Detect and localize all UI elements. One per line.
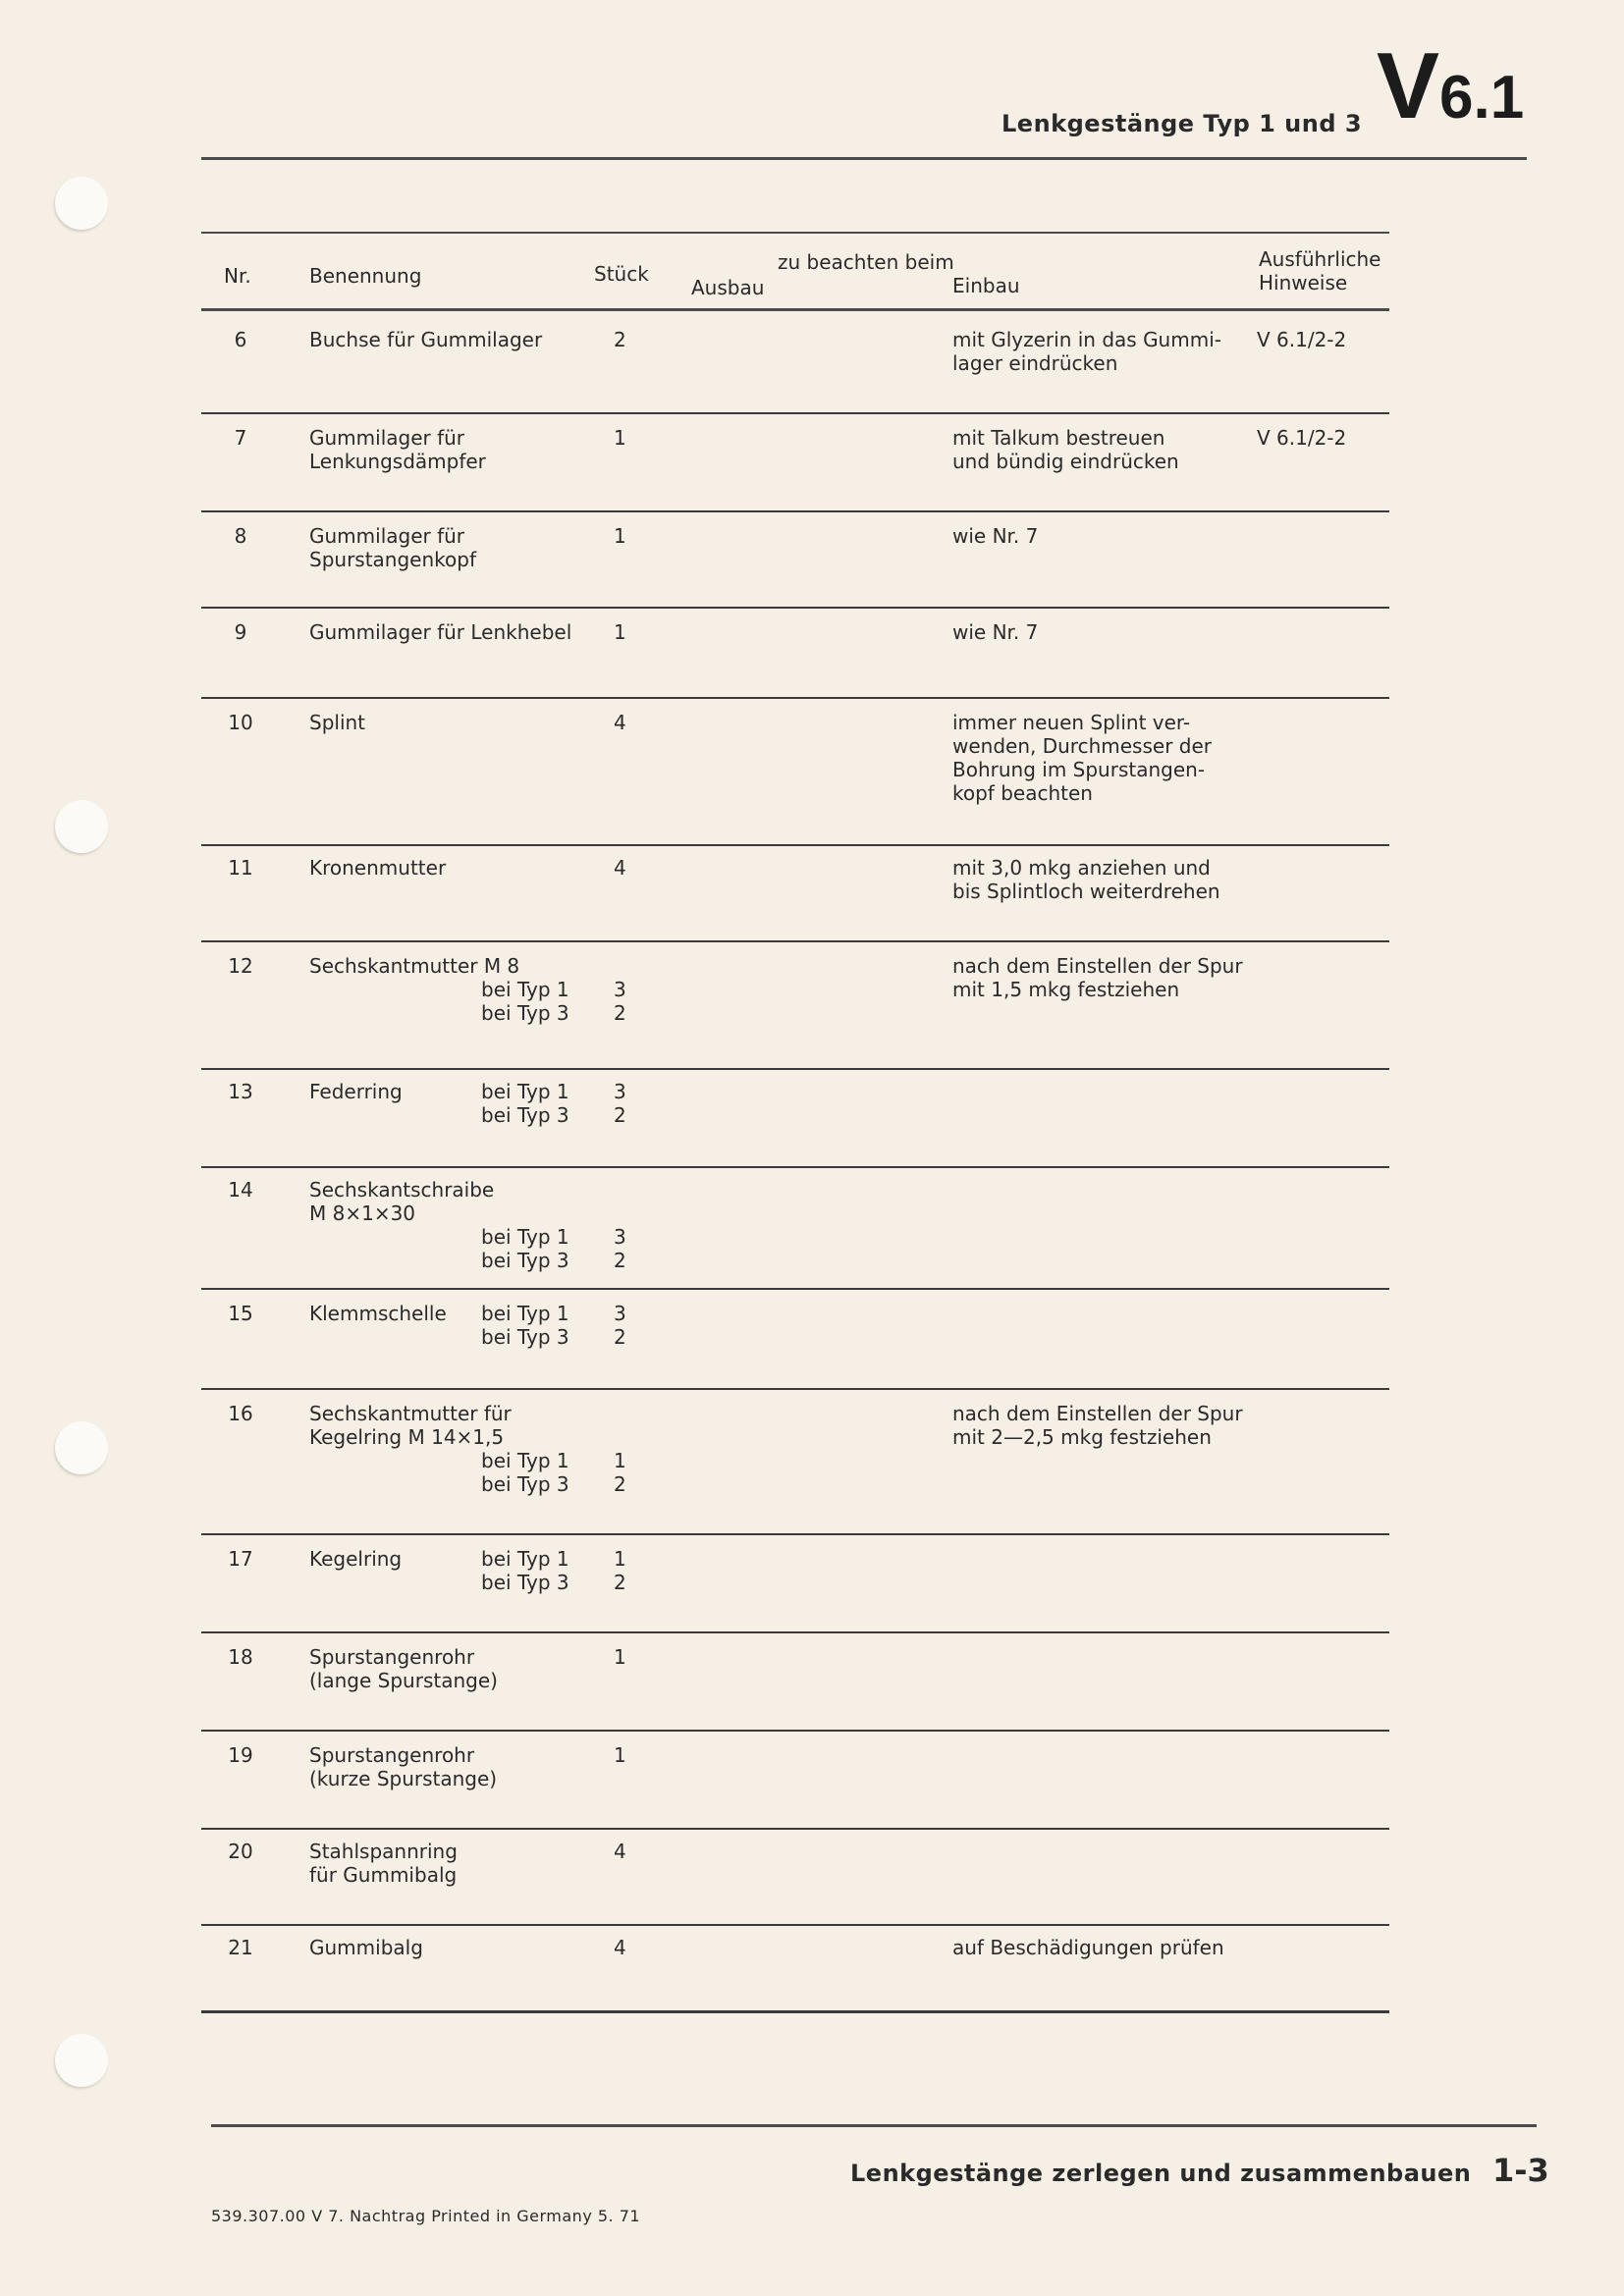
variant-label: bei Typ 1 xyxy=(481,1547,569,1571)
variant-count: 2 xyxy=(614,1472,626,1496)
variant-label: bei Typ 1 xyxy=(481,1302,569,1325)
variant-label: bei Typ 1 xyxy=(481,1080,569,1103)
row-benennung: Stahlspannring für Gummibalg xyxy=(309,1840,458,1887)
row-stueck: 4 xyxy=(614,1840,626,1863)
row-stueck: 4 xyxy=(614,1936,626,1959)
variant-label: bei Typ 1 xyxy=(481,978,569,1001)
row-number: 10 xyxy=(228,711,253,734)
row-benennung: Splint xyxy=(309,711,366,734)
row-einbau: mit Talkum bestreuen und bündig eindrücken xyxy=(952,426,1179,473)
row-benennung: Spurstangenrohr (lange Spurstange) xyxy=(309,1645,498,1692)
row-benennung: Gummibalg xyxy=(309,1936,423,1959)
page-number: 1-3 xyxy=(1492,2152,1549,2189)
section-code xyxy=(1377,33,1525,138)
header-benennung: Benennung xyxy=(309,264,422,288)
header-nr: Nr. xyxy=(224,264,251,288)
header-einbau: Einbau xyxy=(952,274,1020,297)
row-number: 8 xyxy=(234,524,247,548)
row-separator xyxy=(201,1730,1389,1732)
row-einbau: mit Glyzerin in das Gummi- lager eindrücken xyxy=(952,328,1221,375)
footer-rule xyxy=(211,2124,1537,2127)
row-number: 17 xyxy=(228,1547,253,1571)
row-separator xyxy=(201,1924,1389,1926)
row-separator xyxy=(201,607,1389,609)
header-stueck: Stück xyxy=(594,262,649,286)
variant-count: 2 xyxy=(614,1571,626,1594)
header-ausbau: Ausbau xyxy=(691,276,765,299)
variant-label: bei Typ 3 xyxy=(481,1249,569,1272)
binder-hole xyxy=(55,2034,108,2087)
row-number: 13 xyxy=(228,1080,253,1103)
variant-label: bei Typ 1 xyxy=(481,1449,569,1472)
row-benennung: Buchse für Gummilager xyxy=(309,328,543,351)
row-benennung: Kronenmutter xyxy=(309,856,447,880)
row-number: 20 xyxy=(228,1840,253,1863)
row-number: 7 xyxy=(234,426,247,450)
row-stueck: 4 xyxy=(614,856,626,880)
row-benennung: Federring xyxy=(309,1080,403,1103)
row-number: 6 xyxy=(234,328,247,351)
row-einbau: nach dem Einstellen der Spur mit 1,5 mkg festziehen xyxy=(952,954,1243,1001)
row-separator xyxy=(201,940,1389,942)
variant-label: bei Typ 1 xyxy=(481,1225,569,1249)
row-number: 9 xyxy=(234,620,247,644)
variant-label: bei Typ 3 xyxy=(481,1103,569,1127)
table-header-rule xyxy=(201,308,1389,311)
row-number: 15 xyxy=(228,1302,253,1325)
variant-count: 2 xyxy=(614,1249,626,1272)
row-number: 11 xyxy=(228,856,253,880)
row-benennung: Sechskantschraibe M 8×1×30 xyxy=(309,1178,495,1225)
row-number: 12 xyxy=(228,954,253,978)
row-hinweise: V 6.1/2-2 xyxy=(1257,328,1347,351)
row-benennung: Klemmschelle xyxy=(309,1302,447,1325)
table-top-rule xyxy=(201,232,1389,234)
row-benennung: Gummilager für Spurstangenkopf xyxy=(309,524,476,571)
variant-count: 1 xyxy=(614,1547,626,1571)
binder-hole xyxy=(55,1421,108,1474)
row-einbau: wie Nr. 7 xyxy=(952,524,1039,548)
row-separator xyxy=(201,1533,1389,1535)
footer-title: Lenkgestänge zerlegen und zusammenbauen xyxy=(850,2160,1472,2187)
row-benennung: Kegelring xyxy=(309,1547,403,1571)
row-separator xyxy=(201,1388,1389,1390)
binder-hole xyxy=(55,800,108,853)
row-hinweise: V 6.1/2-2 xyxy=(1257,426,1347,450)
variant-count: 2 xyxy=(614,1103,626,1127)
row-separator xyxy=(201,412,1389,414)
row-benennung: Gummilager für Lenkhebel xyxy=(309,620,572,644)
row-number: 21 xyxy=(228,1936,253,1959)
row-number: 14 xyxy=(228,1178,253,1201)
binder-hole xyxy=(55,177,108,230)
row-stueck: 1 xyxy=(614,1645,626,1669)
row-stueck: 1 xyxy=(614,426,626,450)
variant-count: 1 xyxy=(614,1449,626,1472)
row-number: 18 xyxy=(228,1645,253,1669)
row-einbau: immer neuen Splint ver- wenden, Durchmesser der Bohrung im Spurstangen- kopf beachten xyxy=(952,711,1212,805)
row-benennung: Sechskantmutter M 8 xyxy=(309,954,520,978)
row-einbau: nach dem Einstellen der Spur mit 2—2,5 mkg festziehen xyxy=(952,1402,1243,1449)
variant-label: bei Typ 3 xyxy=(481,1571,569,1594)
row-stueck: 2 xyxy=(614,328,626,351)
row-separator xyxy=(201,697,1389,699)
row-separator xyxy=(201,1166,1389,1168)
footer-print-info: 539.307.00 V 7. Nachtrag Printed in Germany 5. 71 xyxy=(211,2207,641,2225)
row-stueck: 1 xyxy=(614,524,626,548)
row-benennung: Spurstangenrohr (kurze Spurstange) xyxy=(309,1743,498,1790)
row-separator xyxy=(201,1828,1389,1830)
variant-label: bei Typ 3 xyxy=(481,1001,569,1025)
row-einbau: mit 3,0 mkg anziehen und bis Splintloch weiterdrehen xyxy=(952,856,1220,903)
variant-count: 2 xyxy=(614,1001,626,1025)
variant-label: bei Typ 3 xyxy=(481,1325,569,1349)
row-number: 16 xyxy=(228,1402,253,1425)
header-rule xyxy=(201,157,1527,160)
row-benennung: Gummilager für Lenkungsdämpfer xyxy=(309,426,486,473)
row-stueck: 1 xyxy=(614,1743,626,1767)
variant-count: 3 xyxy=(614,1080,626,1103)
row-separator xyxy=(201,1068,1389,1070)
header-zu-beachten: zu beachten beim xyxy=(778,250,954,274)
row-separator xyxy=(201,510,1389,512)
row-separator xyxy=(201,1288,1389,1290)
row-number: 19 xyxy=(228,1743,253,1767)
section-code-number: 6.1 xyxy=(1439,64,1525,132)
page-header-title: Lenkgestänge Typ 1 und 3 xyxy=(1001,110,1363,137)
section-code-prefix: V xyxy=(1377,33,1440,138)
row-einbau: auf Beschädigungen prüfen xyxy=(952,1936,1224,1959)
row-stueck: 1 xyxy=(614,620,626,644)
variant-label: bei Typ 3 xyxy=(481,1472,569,1496)
header-hinweise: Ausführliche Hinweise xyxy=(1259,247,1381,294)
variant-count: 3 xyxy=(614,978,626,1001)
table-bottom-rule xyxy=(201,2010,1389,2013)
variant-count: 3 xyxy=(614,1302,626,1325)
row-stueck: 4 xyxy=(614,711,626,734)
variant-count: 3 xyxy=(614,1225,626,1249)
row-separator xyxy=(201,1631,1389,1633)
row-einbau: wie Nr. 7 xyxy=(952,620,1039,644)
row-benennung: Sechskantmutter für Kegelring M 14×1,5 xyxy=(309,1402,512,1449)
variant-count: 2 xyxy=(614,1325,626,1349)
row-separator xyxy=(201,844,1389,846)
